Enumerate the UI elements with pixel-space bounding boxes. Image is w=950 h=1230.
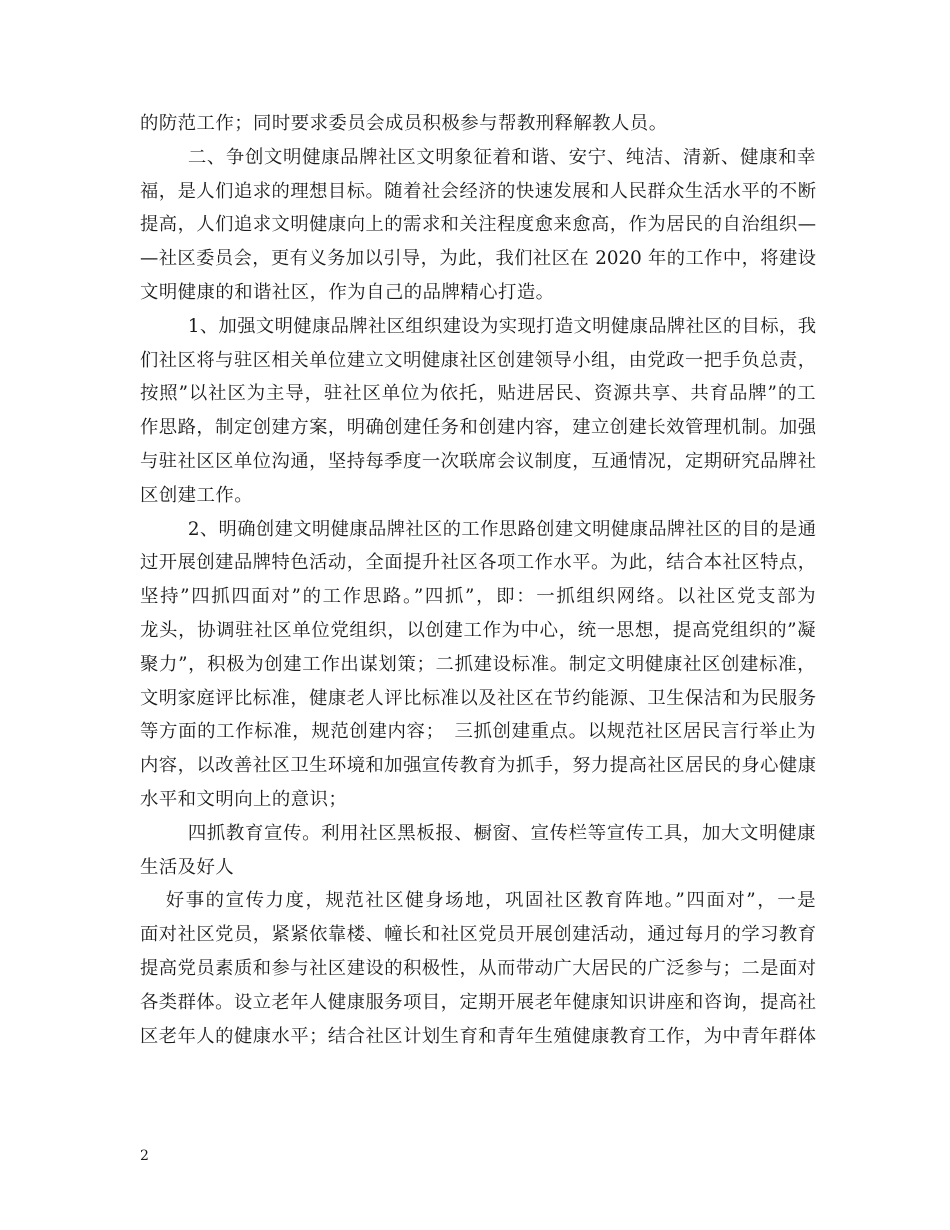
- text-line: 过开展创建品牌特色活动，全面提升社区各项工作水平。为此，结合本社区特点，: [140, 552, 816, 574]
- text-line: 二、争创文明健康品牌社区文明象征着和谐、安宁、纯洁、清新、健康和幸: [187, 146, 816, 168]
- text-line: 生活及好人: [140, 856, 235, 878]
- text-line: 文明健康的和谐社区，作为自己的品牌精心打造。: [140, 281, 555, 303]
- text-line: 好事的宣传力度，规范社区健身场地，巩固社区教育阵地。”四面对”，一是: [165, 890, 816, 912]
- text-line: 水平和文明向上的意识；: [140, 788, 348, 810]
- text-line: 各类群体。设立老年人健康服务项目，定期开展老年健康知识讲座和咨询，提高社: [140, 991, 816, 1013]
- text-line: 坚持”四抓四面对”的工作思路。”四抓”，即：一抓组织网络。以社区党支部为: [140, 586, 816, 608]
- text-line: 的防范工作；同时要求委员会成员积极参与帮教刑释解教人员。: [140, 113, 668, 134]
- text-line: 福，是人们追求的理想目标。随着社会经济的快速发展和人民群众生活水平的不断: [140, 180, 816, 202]
- document-body: [140, 112, 816, 1058]
- text-line: 等方面的工作标准，规范创建内容； 三抓创建重点。以规范社区居民言行举止为: [140, 721, 816, 743]
- text-line: 龙头，协调驻社区单位党组织，以创建工作为中心，统一思想，提高党组织的”凝: [140, 619, 816, 641]
- text-line: 区创建工作。: [140, 484, 254, 506]
- text-line: 提高，人们追求文明健康向上的需求和关注程度愈来愈高，作为居民的自治组织—: [140, 214, 816, 236]
- text-line: 按照”以社区为主导，驻社区单位为依托，贴进居民、资源共享、共育品牌”的工: [140, 383, 816, 405]
- page-number: 2: [140, 1148, 149, 1164]
- text-line: 聚力”，积极为创建工作出谋划策；二抓建设标准。制定文明健康社区创建标准，: [140, 653, 816, 675]
- text-line: 内容，以改善社区卫生环境和加强宣传教育为抓手，努力提高社区居民的身心健康: [140, 755, 816, 777]
- text-line: 们社区将与驻区相关单位建立文明健康社区创建领导小组，由党政一把手负总责，: [140, 349, 816, 371]
- text-line: 面对社区党员，紧紧依靠楼、幢长和社区党员开展创建活动，通过每月的学习教育: [140, 924, 816, 946]
- text-line: 2、明确创建文明健康品牌社区的工作思路创建文明健康品牌社区的目的是通: [187, 518, 816, 540]
- text-line: —社区委员会，更有义务加以引导，为此，我们社区在 2020 年的工作中，将建设: [140, 248, 816, 270]
- text-line: 四抓教育宣传。利用社区黑板报、橱窗、宣传栏等宣传工具，加大文明健康: [187, 822, 816, 844]
- text-line: 区老年人的健康水平；结合社区计划生育和青年生殖健康教育工作，为中青年群体: [140, 1025, 816, 1047]
- text-line: 提高党员素质和参与社区建设的积极性，从而带动广大居民的广泛参与；二是面对: [140, 957, 816, 979]
- text-line: 作思路，制定创建方案，明确创建任务和创建内容，建立创建长效管理机制。加强: [140, 417, 816, 439]
- text-line: 与驻社区区单位沟通，坚持每季度一次联席会议制度，互通情况，定期研究品牌社: [140, 450, 816, 472]
- text-line: 文明家庭评比标准，健康老人评比标准以及社区在节约能源、卫生保洁和为民服务: [140, 687, 816, 709]
- text-line: 1、加强文明健康品牌社区组织建设为实现打造文明健康品牌社区的目标，我: [187, 315, 816, 337]
